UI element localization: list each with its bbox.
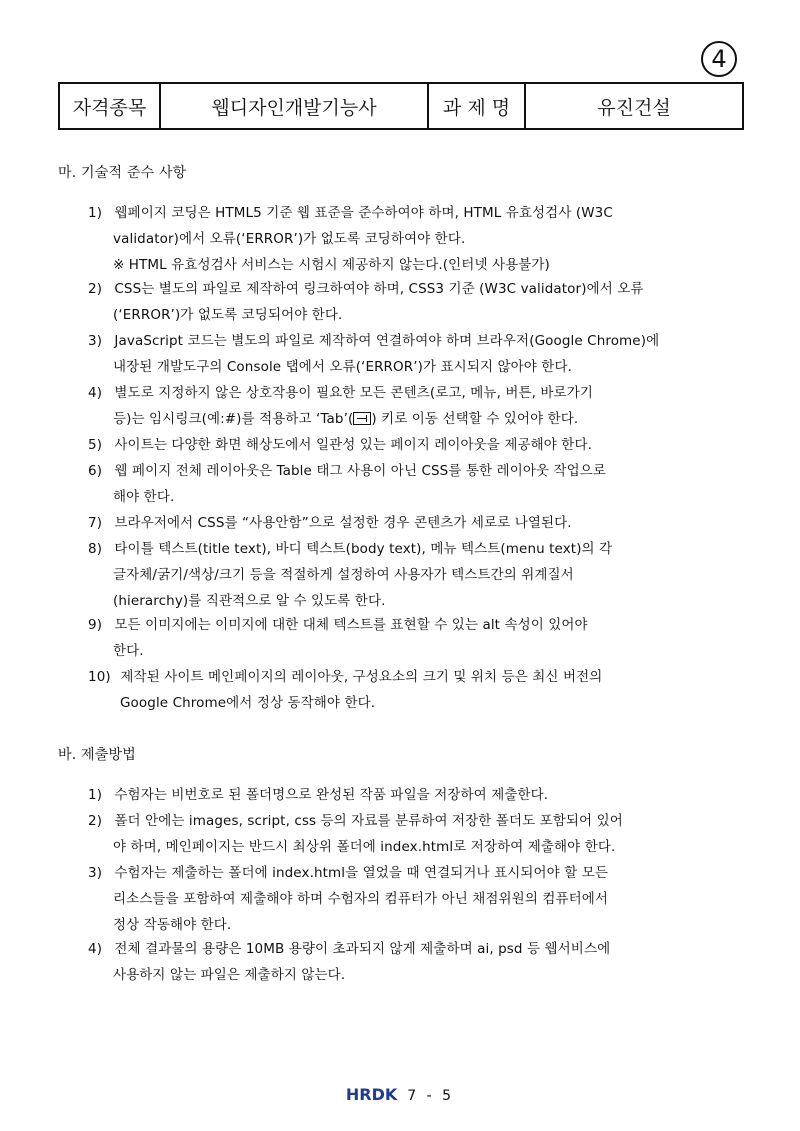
page-number-badge: 4 xyxy=(701,41,737,77)
list-item: 5) 사이트는 다양한 화면 해상도에서 일관성 있는 페이지 레이아웃을 제공해야 한다. xyxy=(88,437,592,453)
header-label-qualification: 자격종목 xyxy=(59,83,160,129)
page-footer xyxy=(0,1085,800,1104)
list-item: 2) CSS는 별도의 파일로 제작하여 링크하여야 하며, CSS3 기준 (W3C validator)에서 오류 (‘ERROR’)가 없도록 코딩되어야 한다. xyxy=(88,281,644,323)
list-item: 6) 웹 페이지 전체 레이아웃은 Table 태그 사용이 아닌 CSS를 통한 레이아웃 작업으로 해야 한다. xyxy=(88,463,607,505)
header-value-task: 유진건설 xyxy=(525,83,743,129)
list-item: 7) 브라우저에서 CSS를 “사용안함”으로 설정한 경우 콘텐츠가 세로로 나열된다. xyxy=(88,515,572,531)
list-item: 3) JavaScript 코드는 별도의 파일로 제작하여 연결하여야 하며 브라우저(Google Chrome)에 내장된 개발도구의 Console 탭에서 오류(‘ERROR’)가 표시되지 않아야 한다. xyxy=(88,333,660,375)
header-value-qualification: 웹디자인개발기능사 xyxy=(160,83,428,129)
list-item: 9) 모든 이미지에는 이미지에 대한 대체 텍스트를 표현할 수 있는 alt 속성이 있어야 한다. xyxy=(88,617,588,659)
list-item: 3) 수험자는 제출하는 폴더에 index.html을 열었을 때 연결되거나 표시되어야 할 모든 리소스들을 포함하여 제출해야 하며 수험자의 컴퓨터가 아닌 채점위원의 컴퓨터에서 정상 작동해야 한다. xyxy=(88,865,609,933)
list-item: 4) 전체 결과물의 용량은 10MB 용량이 초과되지 않게 제출하며 ai, psd 등 웹서비스에 사용하지 않는 파일은 제출하지 않는다. xyxy=(88,941,611,983)
section-title-submission: 바. 제출방법 xyxy=(58,747,136,763)
hrdk-logo: HRDK xyxy=(345,1085,398,1104)
list-item: 1) 수험자는 비번호로 된 폴더명으로 완성된 작품 파일을 저장하여 제출한다. xyxy=(88,787,549,803)
page-number: 7 - 5 xyxy=(407,1088,455,1104)
list-item: 1) 웹페이지 코딩은 HTML5 기준 웹 표준을 준수하여야 하며, HTML 유효성검사 (W3C validator)에서 오류(‘ERROR’)가 없도록 코딩하여야 한다. ※ HTML 유효성검사 서비스는 시험시 제공하지 않는다.(인터넷 사용불가) xyxy=(88,205,613,273)
list-item: 4) 별도로 지정하지 않은 상호작용이 필요한 모든 콘텐츠(로고, 메뉴, 버튼, 바로가기 등)는 임시링크(예:#)를 적용하고 ‘Tab’( ) 키로 이동 선택할 수 있어야 한다. xyxy=(88,385,593,427)
header-label-task: 과 제 명 xyxy=(428,83,525,129)
section-title-technical: 마. 기술적 준수 사항 xyxy=(58,165,187,181)
list-item: 10) 제작된 사이트 메인페이지의 레이아웃, 구성요소의 크기 및 위치 등은 최신 버전의 Google Chrome에서 정상 동작해야 한다. xyxy=(88,669,603,711)
list-item: 2) 폴더 안에는 images, script, css 등의 자료를 분류하여 저장한 폴더도 포함되어 있어 야 하며, 메인페이지는 반드시 최상위 폴더에 index.html로 저장하여 제출해야 한다. xyxy=(88,813,623,855)
tab-key-icon xyxy=(353,412,371,425)
header-table xyxy=(58,82,744,130)
list-item: 8) 타이틀 텍스트(title text), 바디 텍스트(body text), 메뉴 텍스트(menu text)의 각 글자체/굵기/색상/크기 등을 적절하게 설정하여 사용자가 텍스트간의 위계질서 (hierarchy)를 직관적으로 알 수 있도록 한다. xyxy=(88,541,613,609)
